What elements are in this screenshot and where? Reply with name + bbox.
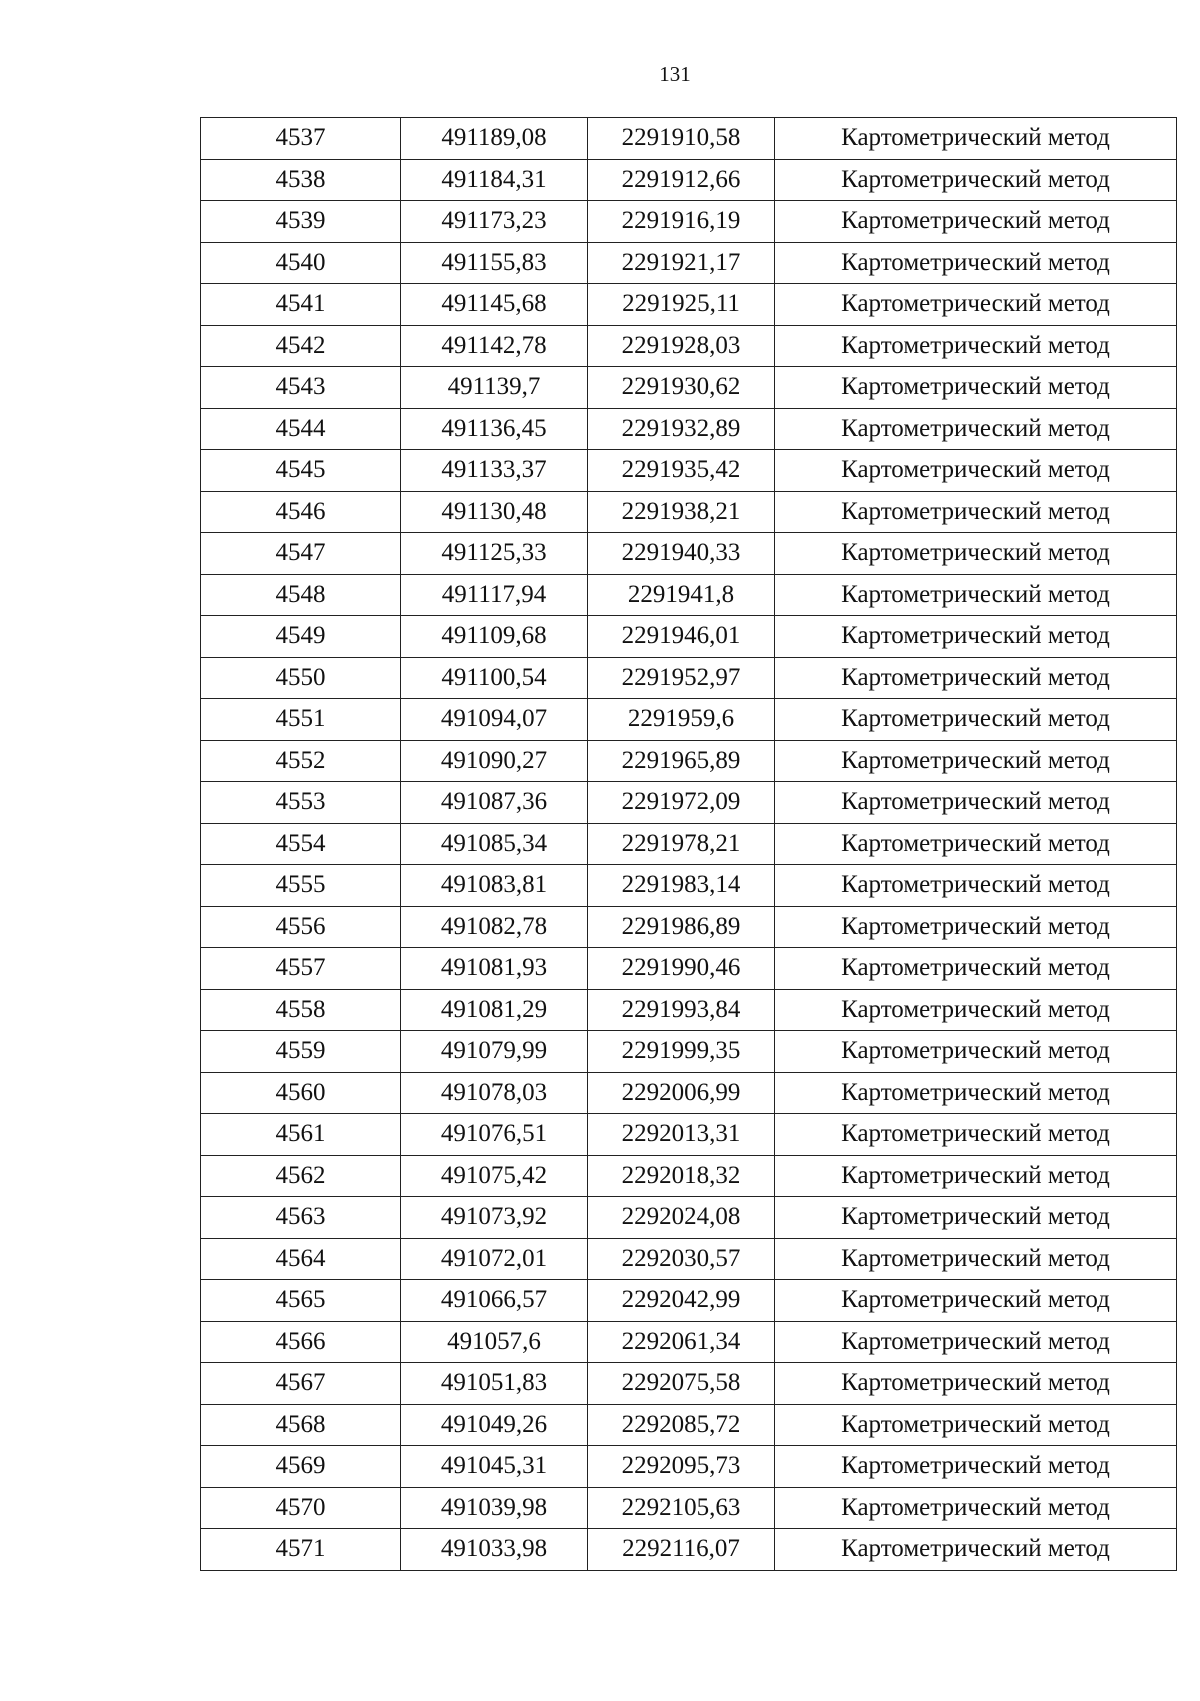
method-cell: Картометрический метод [775,1404,1177,1446]
x-coordinate-cell: 491109,68 [401,616,588,658]
point-number-cell: 4539 [201,201,401,243]
x-coordinate-cell: 491155,83 [401,242,588,284]
point-number-cell: 4538 [201,159,401,201]
x-coordinate-cell: 491173,23 [401,201,588,243]
point-number-cell: 4540 [201,242,401,284]
method-cell: Картометрический метод [775,1114,1177,1156]
x-coordinate-cell: 491039,98 [401,1487,588,1529]
method-cell: Картометрический метод [775,1446,1177,1488]
x-coordinate-cell: 491094,07 [401,699,588,741]
y-coordinate-cell: 2291940,33 [588,533,775,575]
point-number-cell: 4561 [201,1114,401,1156]
method-cell: Картометрический метод [775,325,1177,367]
table-row [201,865,1177,907]
table-row [201,574,1177,616]
point-number-cell: 4548 [201,574,401,616]
x-coordinate-cell: 491125,33 [401,533,588,575]
table-row [201,1155,1177,1197]
y-coordinate-cell: 2291941,8 [588,574,775,616]
method-cell: Картометрический метод [775,1197,1177,1239]
point-number-cell: 4554 [201,823,401,865]
x-coordinate-cell: 491090,27 [401,740,588,782]
method-cell: Картометрический метод [775,242,1177,284]
x-coordinate-cell: 491033,98 [401,1529,588,1571]
table-row [201,367,1177,409]
y-coordinate-cell: 2291983,14 [588,865,775,907]
y-coordinate-cell: 2292095,73 [588,1446,775,1488]
point-number-cell: 4570 [201,1487,401,1529]
method-cell: Картометрический метод [775,1321,1177,1363]
point-number-cell: 4541 [201,284,401,326]
x-coordinate-cell: 491078,03 [401,1072,588,1114]
method-cell: Картометрический метод [775,1363,1177,1405]
table-row [201,325,1177,367]
table-row [201,823,1177,865]
method-cell: Картометрический метод [775,1280,1177,1322]
method-cell: Картометрический метод [775,574,1177,616]
table-row [201,201,1177,243]
x-coordinate-cell: 491133,37 [401,450,588,492]
table-row [201,1363,1177,1405]
y-coordinate-cell: 2292018,32 [588,1155,775,1197]
x-coordinate-cell: 491136,45 [401,408,588,450]
table-row [201,906,1177,948]
y-coordinate-cell: 2291910,58 [588,118,775,160]
table-row [201,782,1177,824]
y-coordinate-cell: 2291990,46 [588,948,775,990]
y-coordinate-cell: 2291921,17 [588,242,775,284]
x-coordinate-cell: 491085,34 [401,823,588,865]
point-number-cell: 4568 [201,1404,401,1446]
x-coordinate-cell: 491184,31 [401,159,588,201]
y-coordinate-cell: 2291925,11 [588,284,775,326]
point-number-cell: 4545 [201,450,401,492]
method-cell: Картометрический метод [775,740,1177,782]
x-coordinate-cell: 491076,51 [401,1114,588,1156]
point-number-cell: 4553 [201,782,401,824]
y-coordinate-cell: 2291916,19 [588,201,775,243]
table-row [201,948,1177,990]
point-number-cell: 4537 [201,118,401,160]
x-coordinate-cell: 491045,31 [401,1446,588,1488]
point-number-cell: 4560 [201,1072,401,1114]
x-coordinate-cell: 491066,57 [401,1280,588,1322]
point-number-cell: 4552 [201,740,401,782]
point-number-cell: 4556 [201,906,401,948]
point-number-cell: 4542 [201,325,401,367]
table-row [201,242,1177,284]
method-cell: Картометрический метод [775,657,1177,699]
y-coordinate-cell: 2291965,89 [588,740,775,782]
table-row [201,284,1177,326]
y-coordinate-cell: 2291959,6 [588,699,775,741]
x-coordinate-cell: 491081,29 [401,989,588,1031]
y-coordinate-cell: 2292006,99 [588,1072,775,1114]
y-coordinate-cell: 2291930,62 [588,367,775,409]
y-coordinate-cell: 2292085,72 [588,1404,775,1446]
method-cell: Картометрический метод [775,367,1177,409]
point-number-cell: 4562 [201,1155,401,1197]
x-coordinate-cell: 491049,26 [401,1404,588,1446]
method-cell: Картометрический метод [775,865,1177,907]
method-cell: Картометрический метод [775,201,1177,243]
table-row [201,1114,1177,1156]
point-number-cell: 4555 [201,865,401,907]
x-coordinate-cell: 491075,42 [401,1155,588,1197]
table-row [201,450,1177,492]
method-cell: Картометрический метод [775,1031,1177,1073]
table-row [201,533,1177,575]
y-coordinate-cell: 2291972,09 [588,782,775,824]
point-number-cell: 4557 [201,948,401,990]
x-coordinate-cell: 491083,81 [401,865,588,907]
point-number-cell: 4563 [201,1197,401,1239]
coordinates-table-body [201,118,1177,1571]
point-number-cell: 4565 [201,1280,401,1322]
point-number-cell: 4559 [201,1031,401,1073]
page-number: 131 [659,62,691,86]
x-coordinate-cell: 491142,78 [401,325,588,367]
point-number-cell: 4547 [201,533,401,575]
x-coordinate-cell: 491072,01 [401,1238,588,1280]
point-number-cell: 4551 [201,699,401,741]
y-coordinate-cell: 2291935,42 [588,450,775,492]
table-row [201,1280,1177,1322]
y-coordinate-cell: 2291978,21 [588,823,775,865]
point-number-cell: 4569 [201,1446,401,1488]
table-row [201,1321,1177,1363]
y-coordinate-cell: 2291932,89 [588,408,775,450]
x-coordinate-cell: 491117,94 [401,574,588,616]
y-coordinate-cell: 2291928,03 [588,325,775,367]
method-cell: Картометрический метод [775,616,1177,658]
table-row [201,1529,1177,1571]
method-cell: Картометрический метод [775,1529,1177,1571]
table-row [201,159,1177,201]
table-row [201,657,1177,699]
y-coordinate-cell: 2291986,89 [588,906,775,948]
y-coordinate-cell: 2292105,63 [588,1487,775,1529]
y-coordinate-cell: 2291999,35 [588,1031,775,1073]
y-coordinate-cell: 2292075,58 [588,1363,775,1405]
method-cell: Картометрический метод [775,699,1177,741]
x-coordinate-cell: 491189,08 [401,118,588,160]
method-cell: Картометрический метод [775,1238,1177,1280]
coordinates-table [200,117,1177,1571]
y-coordinate-cell: 2292024,08 [588,1197,775,1239]
y-coordinate-cell: 2292013,31 [588,1114,775,1156]
table-row [201,408,1177,450]
x-coordinate-cell: 491139,7 [401,367,588,409]
y-coordinate-cell: 2291938,21 [588,491,775,533]
table-row [201,616,1177,658]
method-cell: Картометрический метод [775,118,1177,160]
point-number-cell: 4543 [201,367,401,409]
point-number-cell: 4549 [201,616,401,658]
x-coordinate-cell: 491051,83 [401,1363,588,1405]
x-coordinate-cell: 491057,6 [401,1321,588,1363]
table-row [201,1197,1177,1239]
point-number-cell: 4558 [201,989,401,1031]
table-row [201,491,1177,533]
point-number-cell: 4566 [201,1321,401,1363]
x-coordinate-cell: 491079,99 [401,1031,588,1073]
x-coordinate-cell: 491145,68 [401,284,588,326]
table-row [201,1238,1177,1280]
x-coordinate-cell: 491100,54 [401,657,588,699]
y-coordinate-cell: 2292042,99 [588,1280,775,1322]
table-row [201,740,1177,782]
method-cell: Картометрический метод [775,1487,1177,1529]
x-coordinate-cell: 491130,48 [401,491,588,533]
method-cell: Картометрический метод [775,408,1177,450]
y-coordinate-cell: 2291946,01 [588,616,775,658]
table-row [201,1487,1177,1529]
point-number-cell: 4571 [201,1529,401,1571]
point-number-cell: 4550 [201,657,401,699]
y-coordinate-cell: 2291912,66 [588,159,775,201]
method-cell: Картометрический метод [775,1155,1177,1197]
table-row [201,1446,1177,1488]
method-cell: Картометрический метод [775,450,1177,492]
y-coordinate-cell: 2291993,84 [588,989,775,1031]
method-cell: Картометрический метод [775,159,1177,201]
method-cell: Картометрический метод [775,533,1177,575]
method-cell: Картометрический метод [775,1072,1177,1114]
table-row [201,699,1177,741]
table-row [201,989,1177,1031]
table-row [201,118,1177,160]
method-cell: Картометрический метод [775,823,1177,865]
method-cell: Картометрический метод [775,906,1177,948]
method-cell: Картометрический метод [775,491,1177,533]
x-coordinate-cell: 491081,93 [401,948,588,990]
point-number-cell: 4564 [201,1238,401,1280]
method-cell: Картометрический метод [775,989,1177,1031]
y-coordinate-cell: 2292030,57 [588,1238,775,1280]
method-cell: Картометрический метод [775,948,1177,990]
table-row [201,1404,1177,1446]
y-coordinate-cell: 2292061,34 [588,1321,775,1363]
y-coordinate-cell: 2292116,07 [588,1529,775,1571]
x-coordinate-cell: 491087,36 [401,782,588,824]
method-cell: Картометрический метод [775,782,1177,824]
x-coordinate-cell: 491082,78 [401,906,588,948]
method-cell: Картометрический метод [775,284,1177,326]
point-number-cell: 4544 [201,408,401,450]
point-number-cell: 4546 [201,491,401,533]
point-number-cell: 4567 [201,1363,401,1405]
table-row [201,1072,1177,1114]
x-coordinate-cell: 491073,92 [401,1197,588,1239]
y-coordinate-cell: 2291952,97 [588,657,775,699]
table-row [201,1031,1177,1073]
